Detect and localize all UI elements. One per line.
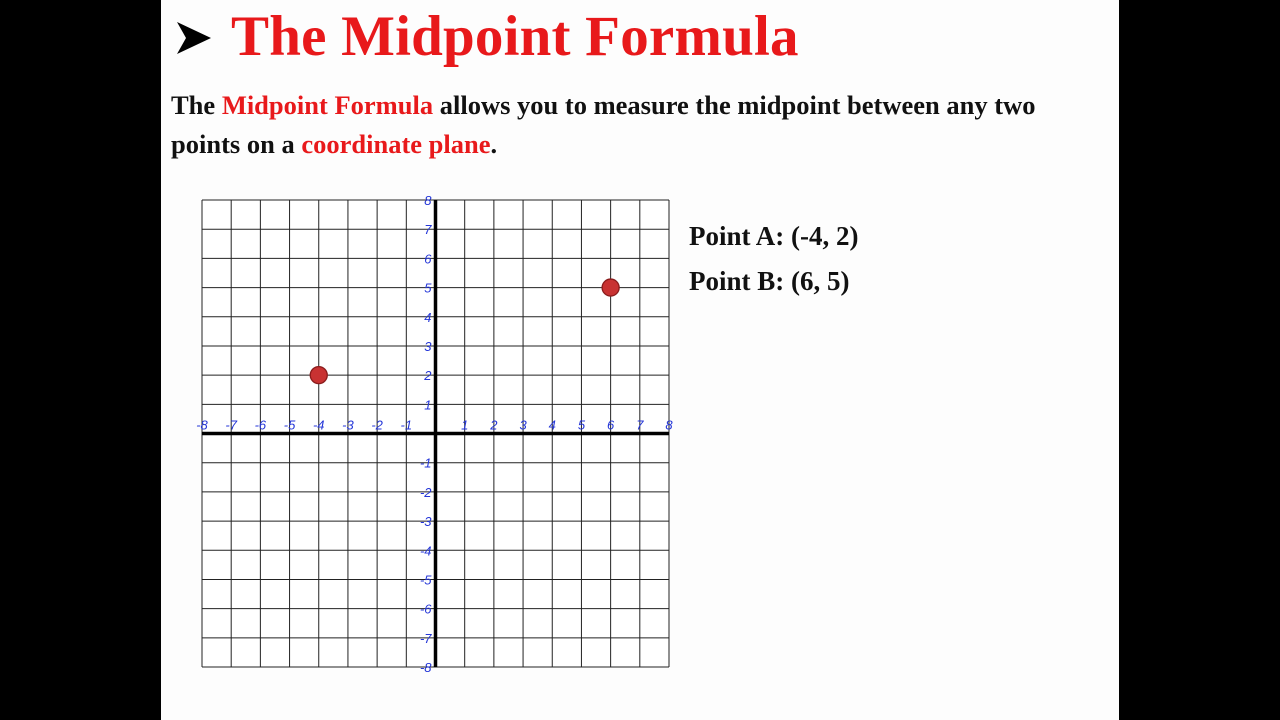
y-tick-label: 7 bbox=[424, 222, 432, 238]
x-tick-label: -7 bbox=[225, 417, 237, 433]
y-tick-label: -1 bbox=[419, 455, 432, 471]
y-tick-label: -5 bbox=[419, 572, 432, 588]
intro-paragraph bbox=[171, 86, 1111, 164]
intro-text: allows you to measure the midpoint between any two points on a bbox=[171, 90, 1036, 159]
x-tick-label: 1 bbox=[461, 417, 469, 433]
y-tick-label: 6 bbox=[424, 251, 432, 267]
y-tick-label: -8 bbox=[419, 660, 432, 675]
point-b-label: Point B: (6, 5) bbox=[689, 266, 850, 296]
y-tick-label: 8 bbox=[424, 193, 432, 208]
coordinate-plane bbox=[191, 190, 681, 690]
x-tick-label: -6 bbox=[254, 417, 267, 433]
page-title: The Midpoint Formula bbox=[231, 5, 799, 68]
x-tick-label: -1 bbox=[400, 417, 413, 433]
y-tick-label: 4 bbox=[424, 309, 432, 325]
arrowhead-bullet-icon bbox=[175, 19, 213, 57]
y-tick-label: 1 bbox=[424, 397, 432, 413]
x-tick-label: 7 bbox=[636, 417, 644, 433]
x-tick-label: -2 bbox=[371, 417, 383, 433]
x-tick-label: 4 bbox=[548, 417, 556, 433]
points-list bbox=[689, 214, 858, 304]
x-tick-label: 5 bbox=[577, 417, 586, 433]
x-tick-label: -3 bbox=[342, 417, 354, 433]
x-tick-label: 3 bbox=[519, 417, 527, 433]
y-tick-label: -6 bbox=[419, 601, 432, 617]
y-tick-label: 3 bbox=[424, 338, 432, 354]
title-row bbox=[175, 5, 799, 68]
x-tick-label: 6 bbox=[607, 417, 615, 433]
point-a-label: Point A: (-4, 2) bbox=[689, 221, 859, 251]
intro-text: The bbox=[171, 90, 222, 120]
point-b bbox=[602, 279, 619, 296]
slide bbox=[161, 0, 1119, 720]
term-midpoint-formula: Midpoint Formula bbox=[221, 90, 434, 120]
y-tick-label: -3 bbox=[419, 514, 432, 530]
point-a bbox=[310, 367, 327, 384]
x-tick-label: -8 bbox=[196, 417, 208, 433]
intro-text: . bbox=[490, 129, 498, 159]
x-tick-label: 8 bbox=[665, 417, 673, 433]
y-tick-label: 5 bbox=[424, 280, 432, 296]
x-tick-label: 2 bbox=[490, 417, 498, 433]
y-tick-label: 2 bbox=[424, 368, 432, 384]
term-coordinate-plane: coordinate plane bbox=[301, 129, 491, 159]
y-tick-label: -7 bbox=[419, 630, 432, 646]
x-tick-label: -4 bbox=[312, 417, 325, 433]
x-tick-label: -5 bbox=[283, 417, 296, 433]
y-tick-label: -4 bbox=[419, 543, 432, 559]
y-tick-label: -2 bbox=[419, 484, 432, 500]
